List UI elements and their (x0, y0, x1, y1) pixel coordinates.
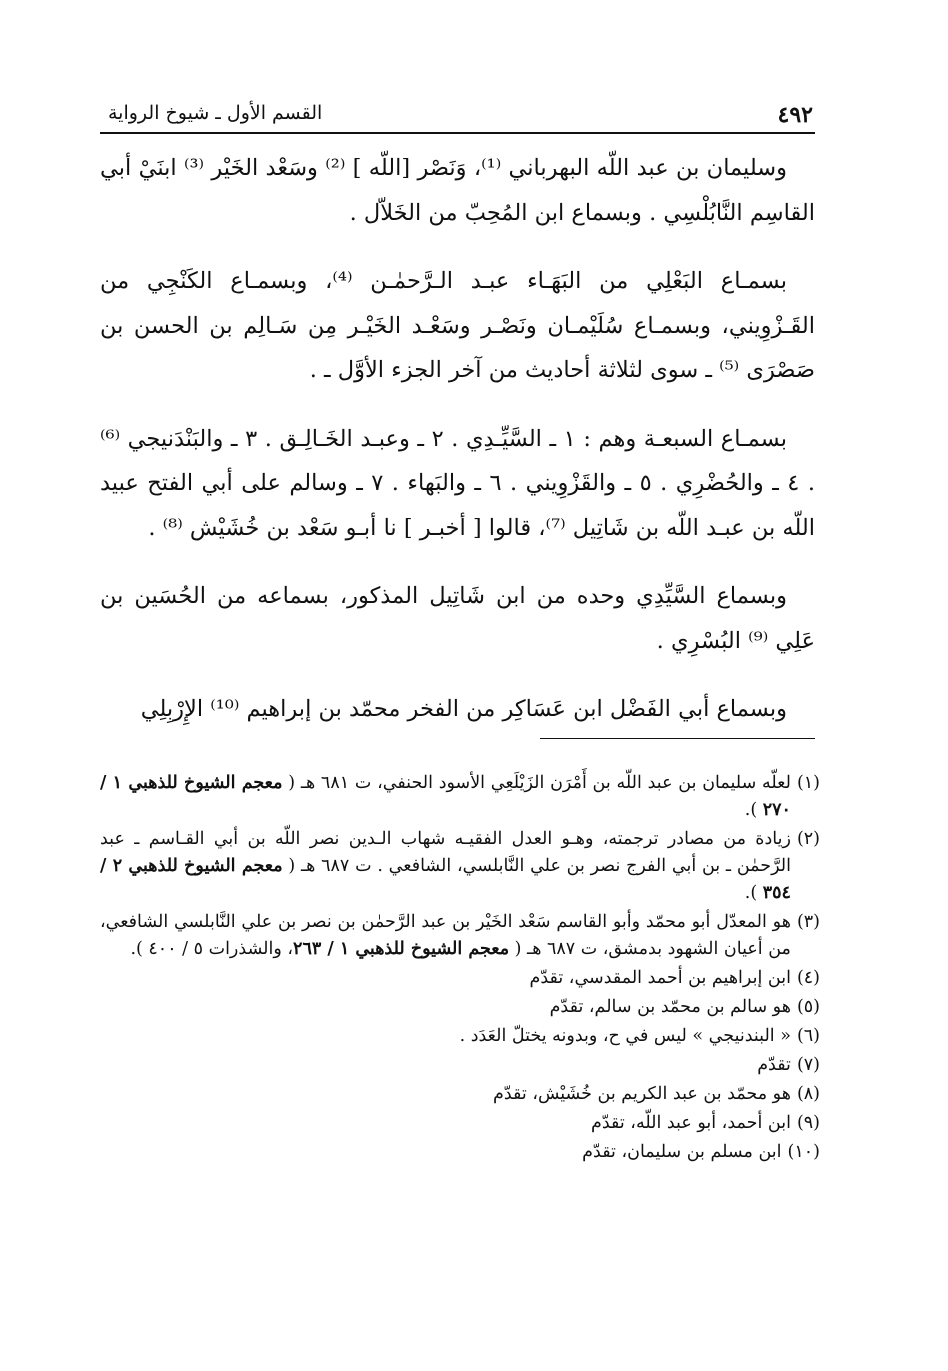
footnote-text: ابن مسلم بن سليمان، تقدّم (582, 1142, 782, 1162)
footnote-text (100, 770, 791, 824)
footnote-body: زيادة من مصادر ترجمته، وهـو العدل الفقيـه شهاب الـدين نصر اللّه بن أبي القـاسم ـ عبد الرَّحمٰن ـ بن أبي الفرج نصر بن علي النَّابلسي، الشافعي . ت ٦٨٧ هـ ( (100, 829, 791, 876)
footnote-text (100, 826, 791, 907)
footnote-7 (100, 1052, 820, 1079)
footnote-number: (٨) (796, 1084, 820, 1104)
footnote-text (100, 909, 791, 963)
footnote-text: هو سالم بن محمّد بن سالم، تقدّم (549, 997, 791, 1017)
footnote-number: (٥) (796, 997, 820, 1017)
footnote-source: معجم الشيوخ للذهبي ١ / ٢٦٣ (293, 939, 510, 959)
footnote-body: هو المعدّل أبو محمّد وأبو القاسم سَعْد الخَيْر بن عبد الرَّحمٰن بن نصر بن علي النَّابلسي الشافعي، من أعيان الشهود بدمشق، ت ٦٨٧ هـ ( (100, 912, 791, 959)
footnote-3 (100, 909, 820, 963)
running-head: القسم الأول ـ شيوخ الرواية (108, 102, 323, 124)
footnote-number: (٢) (796, 829, 820, 849)
paragraph-3: بسمـاع السبعـة وهم : ١ ـ السَّيِّـدِي . ٢ ـ وعبـد الخَـالِـق . ٣ ـ والبَنْدَنيجي ⁽⁶⁾ . ٤ ـ والحُضْرِي . ٥ ـ والقَزْوِيني . ٦ ـ والبَهاء . ٧ ـ وسالم على أبي الفتح عبيد اللّه بن عبـد اللّه بن شَاتِيل ⁽⁷⁾، قالوا [ أخبـر ] نا أبـو سَعْد بن خُشَيْش ⁽⁸⁾ . (100, 425, 815, 541)
main-text (100, 146, 815, 756)
footnote-tail: ). (744, 800, 763, 820)
paragraph-1: وسليمان بن عبد اللّه البهرباني ⁽¹⁾، وَنَصْر [اللّه ] ⁽²⁾ وسَعْد الخَيْر ⁽³⁾ ابنَيْ أبي القاسِم النَّابُلْسِي . وبسماع ابن المُحِبّ من الخَلاّل . (100, 155, 815, 226)
paragraph-4: وبسماع السَّيِّدِي وحده من ابن شَاتِيل المذكور، بسماعه من الحُسَين بن عَلِي ⁽⁹⁾ البُسْرِي . (100, 583, 815, 654)
footnotes (100, 770, 820, 1168)
footnote-number: (٣) (796, 912, 820, 932)
footnote-number: (٦) (796, 1026, 820, 1046)
footnote-8 (100, 1081, 820, 1108)
footnote-number: (٧) (796, 1055, 820, 1075)
footnote-separator (540, 738, 815, 739)
footnote-number: (٤) (796, 968, 820, 988)
footnote-text: ابن إبراهيم بن أحمد المقدسي، تقدّم (529, 968, 791, 988)
footnote-number: (١٠) (787, 1142, 820, 1162)
footnote-1 (100, 770, 820, 824)
footnote-6 (100, 1023, 820, 1050)
footnote-number: (١) (796, 773, 820, 793)
footnote-source: معجم الشيوخ للذهبي ١ / ٢٧٠ (100, 773, 791, 820)
footnote-body: لعلّه سليمان بن عبد اللّه بن أَمْرَن الزَيْلَعِي الأسود الحنفي، ت ٦٨١ هـ ( (282, 773, 791, 793)
footnote-tail: ، والشذرات ٥ / ٤٠٠ ). (130, 939, 294, 959)
footnote-2 (100, 826, 820, 907)
page-header (100, 98, 815, 134)
paragraph-2: بسمـاع البَعْلِي من البَهَـاء عبـد الـرَّحمٰـن ⁽⁴⁾، وبسمـاع الكَنْجِي من القَـزْوِيني، وبسمـاع سُلَيْمـان ونَصْـر وسَعْـد الخَيْـر مِن سَـالِم بن الحسن بن صَصْرَى ⁽⁵⁾ ـ سوى لثلاثة أحاديث من آخر الجزء الأوَّل ـ . (100, 268, 815, 383)
footnote-text: تقدّم (757, 1055, 791, 1075)
footnote-5 (100, 994, 820, 1021)
footnote-text: « البندنيجي » ليس في ح، وبدونه يختلّ العَدَد . (459, 1026, 791, 1046)
page-number: ٤٩٢ (777, 102, 813, 128)
footnote-10 (100, 1139, 820, 1166)
paragraph-5: وبسماع أبي الفَضْل ابن عَسَاكِر من الفخر محمّد بن إبراهيم ⁽¹⁰⁾ الإِرْبِلِي (140, 696, 787, 722)
footnote-text: هو محمّد بن عبد الكريم بن خُشَيْش، تقدّم (493, 1084, 791, 1104)
footnote-source: معجم الشيوخ للذهبي ٢ / ٣٥٤ (100, 856, 791, 903)
footnote-tail: ). (744, 883, 763, 903)
footnote-4 (100, 965, 820, 992)
footnote-9 (100, 1110, 820, 1137)
footnote-text: ابن أحمد، أبو عبد اللّه، تقدّم (590, 1113, 791, 1133)
footnote-number: (٩) (796, 1113, 820, 1133)
